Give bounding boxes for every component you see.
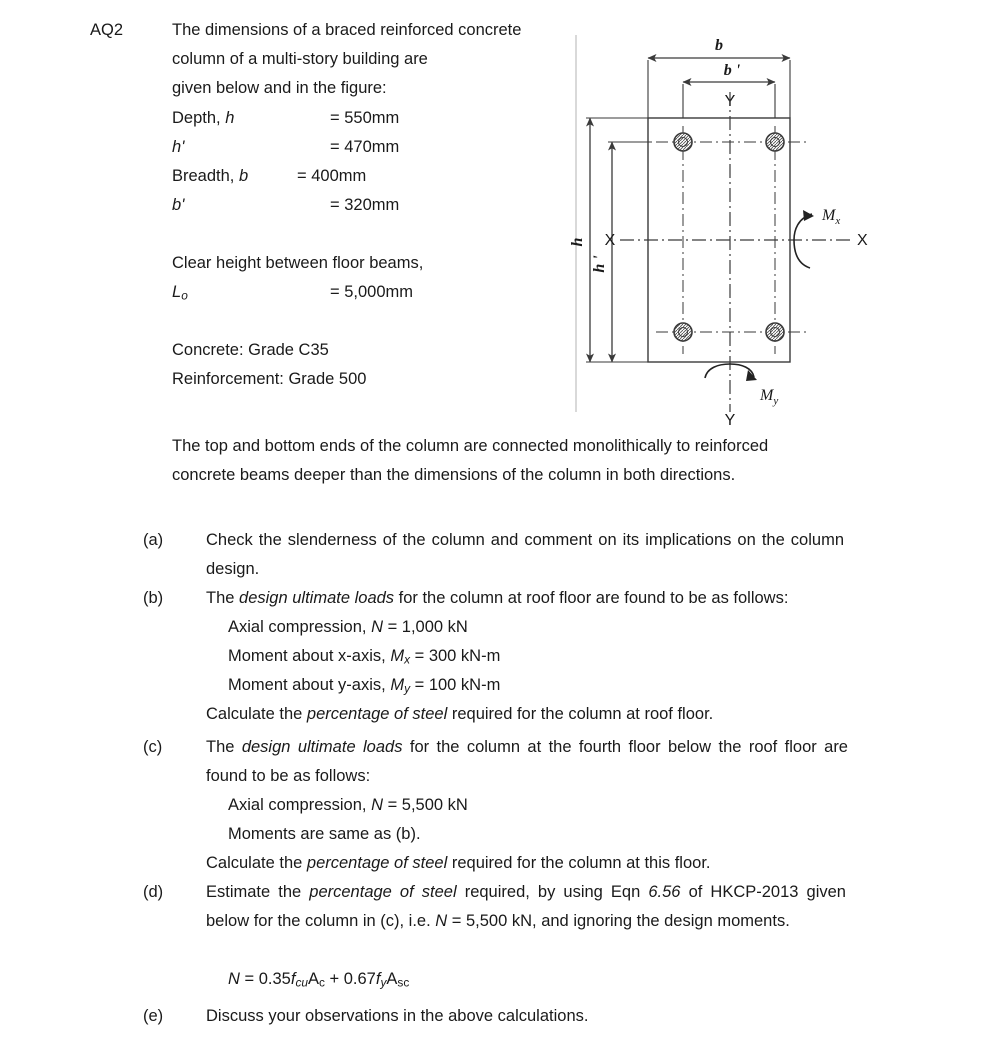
note-paragraph bbox=[172, 432, 848, 490]
rebar-bottom-right bbox=[766, 323, 784, 341]
note-line-1: The top and bottom ends of the column are connected monolithically to reinforced bbox=[172, 437, 769, 455]
dimension-row-breadth bbox=[172, 162, 572, 191]
part-c-closing: Calculate the percentage of steel required for the column at this floor. bbox=[206, 854, 711, 872]
part-body-b bbox=[206, 584, 886, 613]
equation-plus: + 0.67 bbox=[324, 970, 376, 988]
b-dimension-label: b bbox=[715, 37, 723, 54]
clear-height-caption: Clear height between floor beams, bbox=[172, 254, 424, 272]
dimension-row-h-prime bbox=[172, 133, 572, 162]
rebar-top-right bbox=[766, 133, 784, 151]
part-label-b: (b) bbox=[143, 589, 164, 607]
part-c-text-a: The bbox=[206, 738, 242, 756]
equation-eq: = 0.35 bbox=[239, 970, 291, 988]
equation-n: N bbox=[228, 970, 240, 988]
part-d-equation bbox=[228, 965, 409, 998]
dimension-label-h-prime: h' bbox=[172, 138, 185, 156]
axis-label-y-bottom: Y bbox=[724, 412, 736, 429]
part-body-a: Check the slenderness of the column and comment on its implications on the column design. bbox=[206, 531, 844, 578]
moment-mx-label: $M_x$ bbox=[822, 207, 841, 227]
dimension-label-depth: Depth, h bbox=[172, 109, 235, 127]
part-d-emphasis-3: N bbox=[435, 912, 448, 930]
clear-height-value: = 5,000mm bbox=[330, 283, 413, 301]
equation-fy-sub: y bbox=[380, 975, 387, 990]
part-label-d: (d) bbox=[143, 883, 164, 901]
equation-fy: f bbox=[375, 970, 381, 988]
part-c-emphasis: design ultimate loads bbox=[241, 738, 403, 756]
clear-height-row bbox=[172, 278, 572, 311]
dimension-row-b-prime bbox=[172, 191, 572, 220]
intro-line-2: given below and in the figure: bbox=[172, 79, 387, 97]
intro-line-1: The dimensions of a braced reinforced concrete column of a multi-story building are bbox=[172, 21, 522, 68]
dimension-value-depth: = 550mm bbox=[330, 109, 400, 127]
rebar-top-left bbox=[674, 133, 692, 151]
column-section-svg bbox=[560, 30, 980, 430]
part-label-e: (e) bbox=[143, 1007, 164, 1025]
part-d-text-a: Estimate the bbox=[206, 883, 310, 901]
equation-asc-sub: sc bbox=[397, 975, 410, 990]
h-dimension-label: h bbox=[569, 237, 586, 247]
bprime-dimension-label: b ' bbox=[723, 62, 741, 79]
dimension-row-depth bbox=[172, 104, 572, 133]
equation-ac: A bbox=[307, 970, 319, 988]
question-number: AQ2 bbox=[90, 21, 124, 39]
equation-fcu-sub: cu bbox=[295, 975, 308, 990]
question-intro bbox=[172, 16, 572, 103]
material-reinforcement: Reinforcement: Grade 500 bbox=[172, 370, 367, 388]
part-c-text-b: for the column at the fourth floor below the roof floor are found to be as follows: bbox=[206, 738, 848, 785]
axis-label-y-top: Y bbox=[724, 93, 736, 110]
part-d-text-b: required, by using Eqn bbox=[456, 883, 649, 901]
column-cross-section-figure bbox=[560, 30, 980, 430]
dimension-value-b-prime: = 320mm bbox=[330, 196, 400, 214]
part-d-text-c: of HKCP-2013 given below for the column in (c), i.e. bbox=[206, 883, 846, 930]
part-d-emphasis-1: percentage of steel bbox=[309, 883, 457, 901]
note-line-2: concrete beams deeper than the dimensions of the column in both directions. bbox=[172, 466, 736, 484]
part-b-text-b: for the column at roof floor are found to be as follows: bbox=[394, 589, 789, 607]
equation-ac-sub: c bbox=[319, 975, 325, 990]
part-body-e: Discuss your observations in the above calculations. bbox=[206, 1007, 589, 1025]
dimension-label-b-prime: b' bbox=[172, 196, 185, 214]
dimension-label-breadth: Breadth, b bbox=[172, 167, 249, 185]
moment-my-symbol bbox=[705, 364, 757, 381]
moment-my-label: $M_y$ bbox=[760, 387, 779, 407]
part-body-c bbox=[206, 733, 848, 791]
moment-mx-symbol bbox=[794, 210, 814, 268]
axis-label-x-left: X bbox=[604, 232, 616, 249]
dimension-value-breadth: = 400mm bbox=[297, 167, 367, 185]
part-b-closing: Calculate the percentage of steel required for the column at roof floor. bbox=[206, 705, 714, 723]
part-b-emphasis: design ultimate loads bbox=[239, 589, 395, 607]
part-d-emphasis-2: 6.56 bbox=[648, 883, 681, 901]
part-b-item-moment-x: Moment about x-axis, $M_x = 300$ kN-m bbox=[228, 647, 501, 667]
rebar-bottom-left bbox=[674, 323, 692, 341]
part-b-item-axial: Axial compression, N = 1,000 kN bbox=[228, 618, 468, 636]
part-label-a: (a) bbox=[143, 531, 164, 549]
part-c-item-moments: Moments are same as (b). bbox=[228, 825, 421, 843]
part-body-d bbox=[206, 878, 846, 936]
equation-fcu: f bbox=[290, 970, 296, 988]
equation-asc: A bbox=[386, 970, 398, 988]
part-b-item-moment-y: Moment about y-axis, $M_y = 100$ kN-m bbox=[228, 676, 501, 696]
part-c-item-axial: Axial compression, N = 5,500 kN bbox=[228, 796, 468, 814]
dimension-value-h-prime: = 470mm bbox=[330, 138, 400, 156]
part-b-text-a: The bbox=[206, 589, 240, 607]
clear-height-symbol: $L_o$ bbox=[172, 283, 188, 303]
rebar-group bbox=[674, 133, 784, 341]
part-d-text-d: = 5,500 kN, and ignoring the design moments. bbox=[447, 912, 790, 930]
axis-label-x-right: X bbox=[857, 232, 868, 249]
material-concrete: Concrete: Grade C35 bbox=[172, 341, 329, 359]
hprime-dimension-label: h ' bbox=[591, 255, 608, 273]
part-label-c: (c) bbox=[143, 738, 163, 756]
